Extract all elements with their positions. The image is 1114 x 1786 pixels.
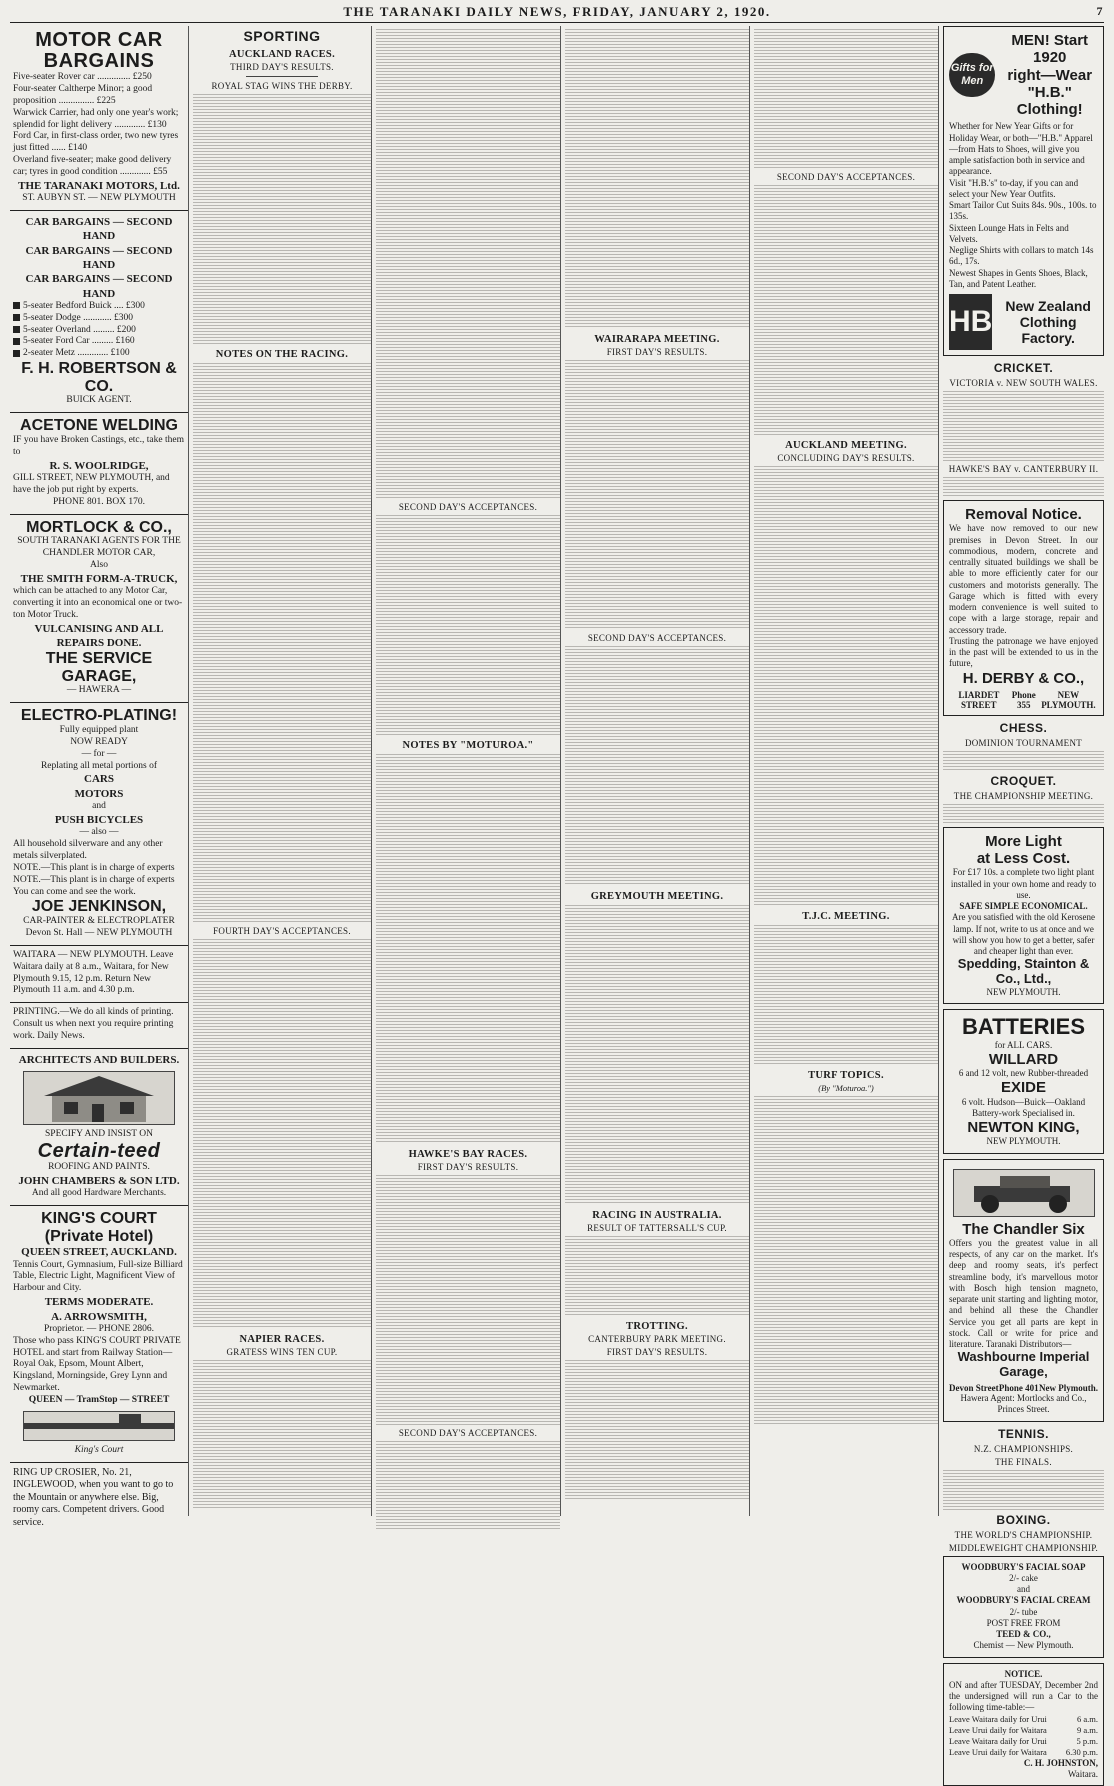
seater-listing: 5-seater Ford Car ......... £160: [13, 336, 185, 348]
phone-box: PHONE 801. BOX 170.: [52, 496, 146, 507]
hb-text: Whether for New Year Gifts or for Holiday Wear, or both—"H.B." Apparel—from Hats to Shoes, will give you ample satisfaction both in service and appearance.: [949, 121, 1093, 177]
car-listing: Four-seater Caltherpe Minor; a good proposition ............... £225: [13, 83, 153, 106]
chambers-sub: And all good Hardware Merchants.: [31, 1188, 167, 1199]
printing-ad: [10, 1003, 188, 1049]
waitara-text: WAITARA — NEW PLYMOUTH. Leave Waitara daily at 8 a.m., Waitara, for New Plymouth 9.15, 12 p.m. Return New Plymouth 11 a.m. and 4.30 p.m.: [13, 949, 174, 996]
vulcanising: VULCANISING AND ALL REPAIRS DONE.: [34, 622, 164, 649]
croquet-heading: CROQUET.: [990, 773, 1057, 788]
roofing-text: ROOFING AND PAINTS.: [48, 1162, 150, 1173]
jenkinson-sub: CAR-PAINTER & ELECTROPLATER: [23, 916, 175, 927]
bullet-icon: [13, 326, 20, 333]
bargains-heading: BARGAINS: [43, 50, 155, 72]
woodbury-cream: WOODBURY'S FACIAL CREAM: [956, 1595, 1091, 1606]
article-text: [376, 1441, 560, 1531]
exide-brand: EXIDE: [1000, 1079, 1046, 1097]
article-text: [193, 1360, 371, 1510]
electro-line: All household silverware and any other metals silverplated.: [13, 839, 163, 861]
light-safe: SAFE SIMPLE ECONOMICAL.: [959, 901, 1088, 911]
article-text: [565, 905, 749, 1205]
middleweight-heading: MIDDLEWEIGHT CHAMPIONSHIP.: [948, 1542, 1099, 1553]
house-icon: [24, 1072, 174, 1124]
smith-truck: THE SMITH FORM-A-TRUCK,: [20, 572, 178, 585]
turf-byline: (By "Moturoa."): [818, 1083, 874, 1093]
washbourne-town: New Plymouth.: [1039, 1383, 1098, 1394]
electro-heading: ELECTRO-PLATING!: [20, 707, 178, 725]
buick-agent: BUICK AGENT.: [66, 395, 132, 406]
teed-name: TEED & CO.,: [996, 1629, 1051, 1640]
masthead: [10, 4, 1104, 23]
second-acceptances-heading: SECOND DAY'S ACCEPTANCES.: [398, 1428, 538, 1438]
hawera: — HAWERA —: [66, 685, 132, 696]
car-listing: Warwick Carrier, had only one year's work; splendid for light delivery ............. £130: [13, 107, 179, 130]
first-day-heading: FIRST DAY'S RESULTS.: [417, 1162, 519, 1172]
acetone-text: IF you have Broken Castings, etc., take them to: [13, 434, 184, 457]
car-listing: Overland five-seater; make good delivery car; tyres in good condition ............. £55: [13, 155, 172, 177]
washbourne-address: [949, 1383, 1098, 1393]
turf-topics-heading: TURF TOPICS.: [808, 1070, 884, 1081]
motor-bargains-ad: [10, 26, 188, 211]
tattersall-heading: RESULT OF TATTERSALL'S CUP.: [587, 1223, 727, 1233]
woodbury-and: and: [1017, 1584, 1030, 1595]
willard-brand: WILLARD: [988, 1050, 1059, 1068]
article-text: [376, 754, 560, 1144]
chambers-name: JOHN CHAMBERS & SON LTD.: [18, 1174, 180, 1187]
exide-sub: 6 volt. Hudson—Buick—Oakland: [961, 1096, 1086, 1107]
cricket-heading: CRICKET.: [993, 361, 1054, 375]
racing-column-5: [754, 26, 939, 1516]
right-ads-column: [943, 26, 1104, 1780]
article-text: [754, 185, 938, 435]
victoria-nsw-heading: VICTORIA v. NEW SOUTH WALES.: [949, 378, 1098, 388]
light-text: For £17 10s. a complete two light plant installed in your own home and ready to use.: [950, 867, 1097, 900]
sporting-column: [193, 26, 372, 1516]
architects-heading: ARCHITECTS AND BUILDERS.: [18, 1053, 180, 1066]
article-text: [565, 646, 749, 886]
left-ads-column: [10, 26, 189, 1528]
bullet-icon: [13, 314, 20, 321]
newton-king: NEWTON KING,: [967, 1119, 1080, 1137]
racing-column-3: [376, 26, 561, 1516]
map-icon: [24, 1412, 174, 1440]
car-bargains-line: CAR BARGAINS — SECOND HAND: [25, 216, 173, 243]
moturoa-notes-heading: NOTES BY "MOTUROA.": [402, 740, 534, 751]
second-acceptances-heading: SECOND DAY'S ACCEPTANCES.: [776, 172, 916, 182]
batteries-ad: [943, 1009, 1104, 1153]
notice-heading: NOTICE.: [1004, 1668, 1043, 1679]
article-text: [193, 94, 371, 344]
car-notice-ad: [943, 1663, 1104, 1786]
hb-item: Sixteen Lounge Hats in Felts and Velvets.: [949, 222, 1069, 244]
napier-races-heading: NAPIER RACES.: [239, 1334, 325, 1345]
article-text: [754, 466, 938, 906]
derby-phone: Phone 355: [1011, 689, 1036, 710]
dominion-heading: DOMINION TOURNAMENT: [964, 737, 1083, 748]
article-text: [943, 804, 1104, 824]
removal-trust: Trusting the patronage we have enjoyed in the past will be extended to us in the future,: [949, 635, 1098, 669]
washbourne-phone: Phone 401: [998, 1383, 1039, 1394]
kings-court-address: QUEEN STREET, AUCKLAND.: [21, 1246, 177, 1259]
car-listing: Five-seater Rover car .............. £250: [13, 72, 152, 82]
car-illustration: [953, 1169, 1095, 1217]
mortlock-name: MORTLOCK & CO.,: [26, 518, 172, 536]
electro-line: MOTORS: [74, 787, 124, 800]
notice-text: ON and after TUESDAY, December 2nd the undersigned will run a Car to the following time-table:—: [949, 1679, 1098, 1713]
more-light-heading: More Light: [985, 832, 1062, 850]
trotting-heading: TROTTING.: [626, 1321, 688, 1332]
timetable-row: Leave Urui daily for Waitara 9 a.m.: [949, 1724, 1098, 1735]
electro-line: NOTE.—This plant is in charge of experts: [13, 874, 175, 885]
map-illustration: [23, 1411, 175, 1441]
hawkes-canterbury-heading: HAWKE'S BAY v. CANTERBURY II.: [948, 464, 1099, 474]
hb-item: Neglige Shirts with collars to match 14s 6d., 17s.: [949, 245, 1094, 267]
article-text: [376, 29, 560, 499]
kings-court-text: Tennis Court, Gymnasium, Full-size Billiard Table, Electric Light, Magnificent View of Harbour and City.: [13, 1259, 183, 1294]
specify-text: SPECIFY AND INSIST ON: [45, 1129, 153, 1140]
electro-line: Fully equipped plant: [59, 724, 139, 735]
kings-court-text2: Those who pass KING'S COURT PRIVATE HOTEL and start from Railway Station—Royal Oak, Epsom, Mount Albert, Kingsland, Morningside, Grey Lynn and Newmarket.: [13, 1335, 181, 1394]
light-text2: Are you satisfied with the old Kerosene lamp. If not, write to us at once and we will show you how to get a better, safer and cheaper light than ever.: [952, 912, 1095, 956]
electro-line: — for —: [81, 748, 117, 759]
article-text: [193, 363, 371, 923]
greymouth-heading: GREYMOUTH MEETING.: [590, 891, 724, 902]
electro-line: and: [92, 801, 106, 812]
auckland-races-heading: AUCKLAND RACES.: [228, 49, 335, 60]
timetable-row: Leave Urui daily for Waitara 6.30 p.m.: [949, 1746, 1098, 1757]
boxing-heading: BOXING.: [996, 1512, 1051, 1527]
chandler-ad: [943, 1159, 1104, 1422]
queen-street: QUEEN — TramStop — STREET: [28, 1395, 170, 1406]
taranaki-motors: THE TARANAKI MOTORS, Ltd.: [18, 179, 180, 192]
article-text: [565, 1360, 749, 1500]
masthead-title: THE TARANAKI DAILY NEWS, FRIDAY, JANUARY 2, 1920.: [343, 4, 771, 19]
bullet-icon: [13, 338, 20, 345]
taranaki-motors-address: ST. AUBYN ST. — NEW PLYMOUTH: [22, 193, 176, 204]
article-text: [943, 751, 1104, 771]
canterbury-heading: CANTERBURY PARK MEETING.: [588, 1334, 726, 1344]
third-day-heading: THIRD DAY'S RESULTS.: [230, 62, 334, 72]
hawera-agent: Hawera Agent: Mortlocks and Co., Princes Street.: [960, 1393, 1087, 1415]
gifts-for-men-logo: Gifts for Men: [949, 53, 995, 97]
electro-line: CARS: [84, 773, 114, 786]
chandler-text: Offers you the greatest value in all respects, of any car on the market. It's deep and roomy seats, it's perfect streamline body, it's marvellous motor with Bosch high tension magneto, separate unit starting and lighting motor, and behind all these the Chandler Service you get all parts are kept in stock. Call or write for price and literature. Taranaki Distributors—: [949, 1237, 1098, 1350]
acetone-welding-ad: [10, 413, 188, 514]
smith-text: which can be attached to any Motor Car, converting it into an economical one or two-ton Motor Truck.: [13, 586, 183, 620]
kings-court-ad: [10, 1206, 188, 1463]
woodbury-soap: WOODBURY'S FACIAL SOAP: [961, 1561, 1086, 1572]
motor-car-heading: MOTOR CAR: [35, 29, 163, 51]
derby-street: LIARDET STREET: [958, 689, 1000, 710]
less-cost-heading: at Less Cost.: [976, 850, 1071, 867]
first-day-heading: FIRST DAY'S RESULTS.: [606, 1347, 708, 1357]
tennis-heading: TENNIS.: [998, 1426, 1049, 1441]
seater-listing: 2-seater Metz ............. £100: [13, 348, 185, 360]
kings-court-heading: KING'S COURT (Private Hotel): [41, 1210, 157, 1245]
certainteed-brand: Certain-teed: [37, 1140, 161, 1163]
article-text: [565, 360, 749, 630]
hb-item: Newest Shapes in Gents Shoes, Black, Tan, and Patent Leather.: [949, 267, 1088, 289]
for-all-cars: for ALL CARS.: [994, 1039, 1053, 1050]
mortlock-sub: SOUTH TARANAKI AGENTS FOR THE CHANDLER MOTOR CAR,: [17, 536, 181, 558]
chess-heading: CHESS.: [999, 720, 1048, 735]
woodbury-soap-price: 2/- cake: [1009, 1572, 1038, 1583]
house-illustration: [23, 1071, 175, 1125]
gratess-heading: GRATESS WINS TEN CUP.: [226, 1347, 338, 1357]
seater-listing: 5-seater Dodge ............ £300: [13, 313, 185, 325]
racing-australia-heading: RACING IN AUSTRALIA.: [592, 1210, 722, 1221]
article-text: [565, 29, 749, 329]
proprietor: Proprietor. — PHONE 2806.: [43, 1323, 155, 1334]
sporting-heading: SPORTING: [243, 28, 321, 44]
hb-right-heading: right—Wear "H.B.": [1007, 66, 1093, 101]
second-acceptances-heading: SECOND DAY'S ACCEPTANCES.: [398, 502, 538, 512]
removal-text: We have now removed to our new premises in Devon Street. In our commodious, modern, concrete and centrally situated buildings we shall be able to more efficiently cater for our customers and motorists generally. The Garage which is fitted with every modern convenience is well suited to cope with a large storage, repair and accessory trade.: [949, 523, 1098, 635]
washbourne-name: Washbourne Imperial Garage,: [957, 1349, 1090, 1380]
teed-address: Chemist — New Plymouth.: [973, 1640, 1074, 1651]
service-garage: THE SERVICE GARAGE,: [45, 650, 153, 685]
post-free: POST FREE FROM: [986, 1617, 1061, 1628]
robertson-ad: [10, 211, 188, 413]
newton-address: NEW PLYMOUTH.: [986, 1136, 1061, 1147]
removal-notice-ad: [943, 500, 1104, 716]
washbourne-street: Devon Street: [949, 1383, 999, 1394]
removal-heading: Removal Notice.: [965, 506, 1082, 523]
jenkinson-name: JOE JENKINSON,: [31, 898, 167, 916]
derby-address: [949, 690, 1098, 710]
car-icon: [954, 1170, 1094, 1216]
hb-item: Smart Tailor Cut Suits 84s. 90s., 100s. to 135s.: [949, 200, 1097, 222]
timetable-row: Leave Waitara daily for Urui 5 p.m.: [949, 1735, 1098, 1746]
electro-line: NOW READY: [70, 736, 128, 747]
more-light-ad: [943, 827, 1104, 1005]
waitara-ad: [10, 946, 188, 1004]
johnston-name: C. H. JOHNSTON,: [1023, 1757, 1098, 1768]
bullet-icon: [13, 350, 20, 357]
hb-visit: Visit "H.B.'s" to-day, if you can and select your New Year Outfits.: [949, 177, 1079, 199]
electro-line: PUSH BICYCLES: [54, 813, 144, 826]
spedding-name: Spedding, Stainton & Co., Ltd.,: [957, 956, 1090, 987]
car-bargains-line: CAR BARGAINS — SECOND HAND: [25, 273, 173, 300]
mortlock-ad: [10, 515, 188, 704]
derby-town: NEW PLYMOUTH.: [1041, 689, 1096, 710]
article-text: [565, 1236, 749, 1316]
page-number: 7: [1096, 4, 1104, 18]
auckland-meeting-heading: AUCKLAND MEETING.: [785, 440, 907, 451]
article-text: [754, 925, 938, 1065]
crosier-text: RING UP CROSIER, No. 21, INGLEWOOD, when you want to go to the Mountain or anywhere else. Big, roomy cars. Competent drivers. Good service.: [13, 1466, 174, 1528]
derby-company: H. DERBY & CO.,: [962, 669, 1085, 687]
spedding-address: NEW PLYMOUTH.: [986, 987, 1061, 998]
crosier-ad: [10, 1463, 188, 1535]
article-text: [754, 1096, 938, 1426]
nz-championships-heading: N.Z. CHAMPIONSHIPS.: [973, 1443, 1074, 1454]
divider: [246, 76, 317, 77]
woolridge-address: GILL STREET, NEW PLYMOUTH, and have the job put right by experts.: [13, 472, 170, 495]
certainteed-ad: [10, 1049, 188, 1206]
robertson-name: F. H. ROBERTSON & CO.: [21, 360, 177, 395]
also-text: Also: [90, 559, 108, 570]
nz-clothing-factory: New Zealand Clothing Factory.: [1005, 297, 1091, 347]
world-championship-heading: THE WORLD'S CHAMPIONSHIP.: [954, 1529, 1093, 1540]
electro-plating-ad: [10, 703, 188, 945]
second-acceptances-heading: SECOND DAY'S ACCEPTANCES.: [587, 633, 727, 643]
batteries-heading: BATTERIES: [961, 1014, 1086, 1040]
championship-heading: THE CHAMPIONSHIP MEETING.: [953, 790, 1094, 801]
first-day-heading: FIRST DAY'S RESULTS.: [606, 347, 708, 357]
derby-heading: ROYAL STAG WINS THE DERBY.: [211, 81, 353, 91]
hb-clothing-ad: [943, 26, 1104, 356]
bullet-icon: [13, 302, 20, 309]
electro-line: — also —: [79, 827, 119, 838]
article-text: [943, 1470, 1104, 1510]
printing-text: PRINTING.—We do all kinds of printing. Consult us when next you require printing work. Daily News.: [13, 1007, 174, 1042]
johnston-address: Waitara.: [1067, 1769, 1098, 1780]
battery-work: Battery-work Specialised in.: [972, 1107, 1075, 1118]
article-text: [943, 477, 1104, 497]
notes-racing-heading: NOTES ON THE RACING.: [215, 349, 349, 360]
seater-listing: 5-seater Overland ......... £200: [13, 325, 185, 337]
willard-sub: 6 and 12 volt, new Rubber-threaded: [958, 1068, 1089, 1079]
article-text: [376, 515, 560, 735]
tjc-heading: T.J.C. MEETING.: [802, 911, 890, 922]
hb-clothing-heading: Clothing!: [1016, 101, 1083, 118]
hb-men-heading: MEN! Start 1920: [1011, 32, 1089, 67]
article-text: [754, 29, 938, 169]
hb-logo: HB: [949, 294, 992, 350]
kings-terms: TERMS MODERATE.: [44, 1296, 154, 1309]
chandler-heading: The Chandler Six: [962, 1220, 1085, 1238]
kings-court-caption: King's Court: [74, 1444, 124, 1455]
electro-line: NOTE.—This plant is in charge of experts: [13, 862, 175, 873]
electro-line: Replating all metal portions of: [40, 760, 158, 771]
car-bargains-line: CAR BARGAINS — SECOND HAND: [25, 244, 173, 271]
racing-column-4: [565, 26, 750, 1516]
car-listing: Ford Car, in first-class order, two new tyres just fitted ...... £140: [13, 131, 179, 154]
finals-heading: THE FINALS.: [995, 1456, 1052, 1467]
article-text: [193, 939, 371, 1329]
concluding-heading: CONCLUDING DAY'S RESULTS.: [777, 453, 915, 463]
article-text: [376, 1175, 560, 1425]
article-text: [943, 391, 1104, 461]
wairarapa-heading: WAIRARAPA MEETING.: [594, 334, 720, 345]
fourth-day-heading: FOURTH DAY'S ACCEPTANCES.: [213, 926, 351, 936]
hawkes-bay-heading: HAWKE'S BAY RACES.: [408, 1149, 528, 1160]
arrowsmith: A. ARROWSMITH,: [51, 1310, 147, 1323]
timetable-row: Leave Waitara daily for Urui 6 a.m.: [949, 1713, 1098, 1724]
seater-listing: 5-seater Bedford Buick .... £300: [13, 301, 185, 313]
woolridge-name: R. S. WOOLRIDGE,: [49, 459, 149, 472]
woodbury-cream-price: 2/- tube: [1009, 1606, 1038, 1617]
acetone-heading: ACETONE WELDING: [20, 417, 178, 435]
electro-line: You can come and see the work.: [13, 886, 136, 897]
woodbury-ad: [943, 1556, 1104, 1658]
jenkinson-address: Devon St. Hall — NEW PLYMOUTH: [25, 927, 173, 938]
